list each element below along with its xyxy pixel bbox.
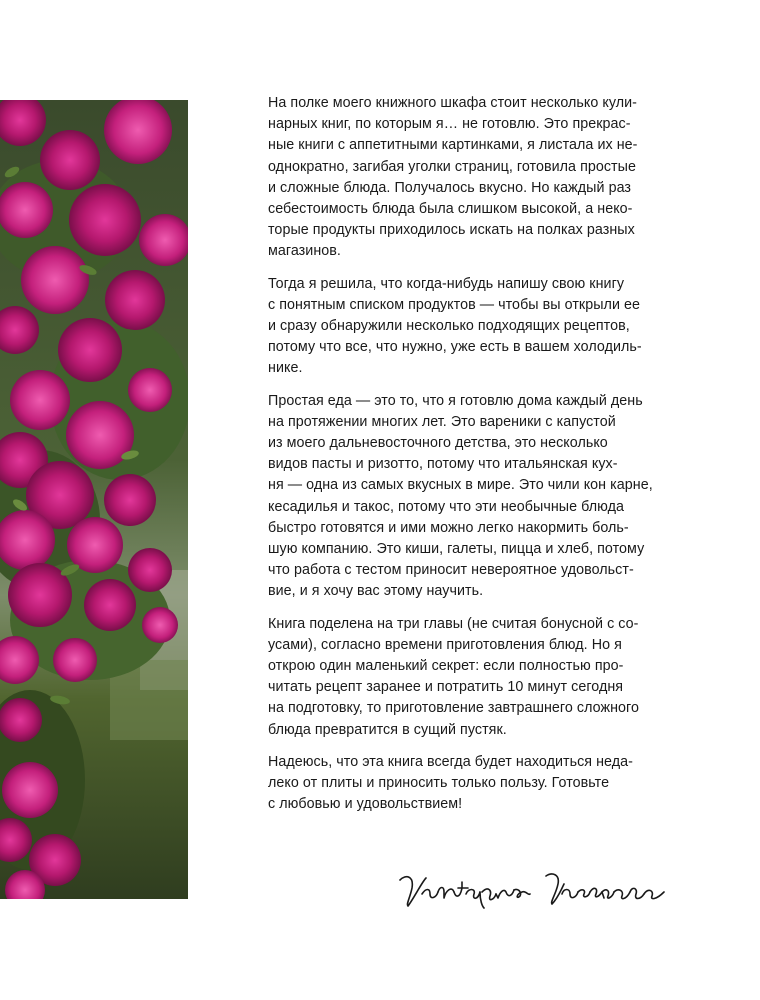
paragraph: Книга поделена на три главы (не считая бонусной с со- усами), согласно времени приготовления блюд. Но я открою один маленький секрет: если полностью про- читать рецепт заранее и потратить 10 минут сегодня на подготовку, то приготовление завтрашнего сложного блюда превратится в сущий пустяк.	[268, 615, 640, 738]
paragraph: Тогда я решила, что когда-нибудь напишу свою книгу с понятным списком продуктов — чтобы вы открыли ее и сразу обнаружили несколько подходящих рецептов, потому что все, что нужно, уже есть в вашем холодиль- нике.	[268, 275, 642, 377]
paragraph: На полке моего книжного шкафа стоит несколько кули- нарных книг, по которым я… не готовлю. Это прекрас- ные книги с аппетитными картинками, я листала их не- однократно, загибая уголки страниц, готовила простые и сложные блюда. Получалось вкусно. Но каждый раз себестоимость блюда была слишком высокой, а неко- торые продукты приходилось искать на полках разных магазинов.	[268, 95, 638, 260]
paragraph: Простая еда — это то, что я готовлю дома каждый день на протяжении многих лет. Это вареники с капустой из моего дальневосточного детства, это несколько видов пасты и ризотто, потому что итальянская кух- ня — одна из самых вкусных в мире. Это чили кон карне, кесадилья и такос, потому что эти необычные блюда быстро готовятся и ими можно легко накормить боль- шую компанию. Это киши, галеты, пицца и хлеб, потому что работа с тестом приносит невероятное удовольст- вие, и я хочу вас этому научить.	[268, 392, 653, 600]
main-text	[268, 93, 668, 827]
author-signature	[392, 858, 672, 928]
paragraph: Надеюсь, что эта книга всегда будет находиться неда- леко от плиты и приносить только пользу. Готовьте с любовью и удовольствием!	[268, 753, 633, 813]
flowers-photo	[0, 100, 188, 899]
